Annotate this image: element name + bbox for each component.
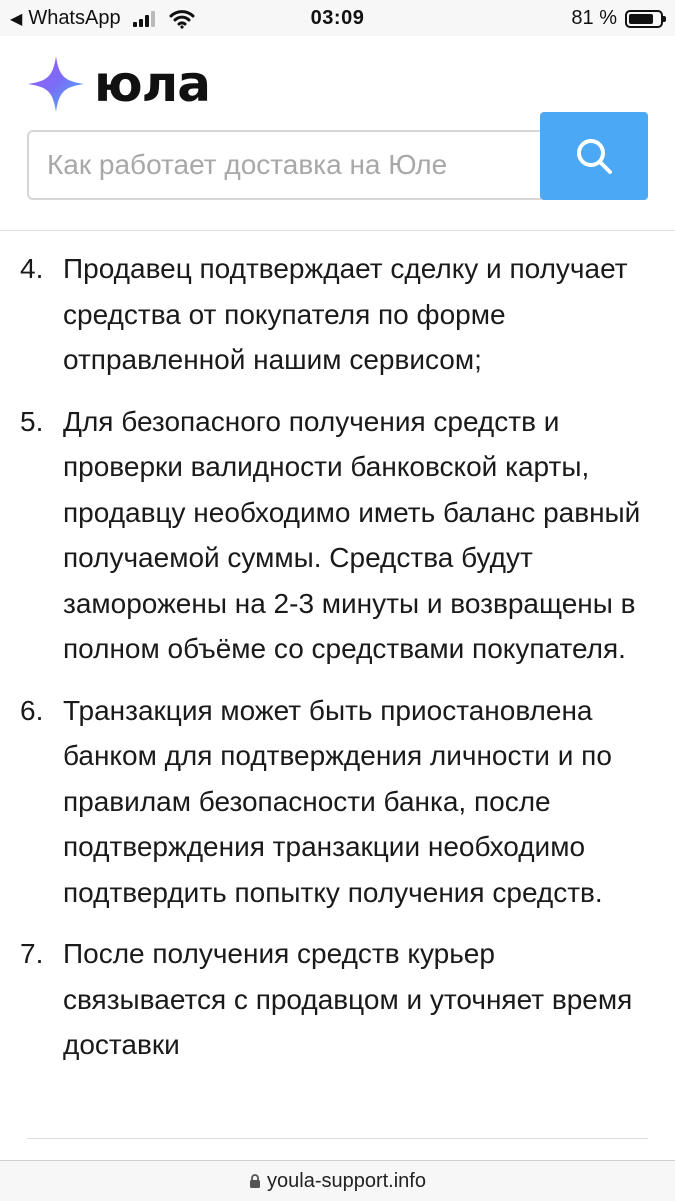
browser-address-bar[interactable]	[0, 1160, 675, 1201]
battery-status	[571, 7, 663, 30]
list-item	[0, 399, 675, 672]
list-item	[0, 931, 675, 1068]
site-header	[0, 36, 675, 231]
battery-percent: 81 %	[571, 7, 617, 29]
battery-icon	[625, 10, 663, 28]
search-button[interactable]	[540, 112, 648, 200]
article-content	[0, 231, 675, 1068]
list-item-text: Продавец подтверждает сделку и получает средства от покупателя по форме отправленной нашим сервисом;	[63, 253, 628, 375]
clock: 03:09	[310, 7, 365, 29]
status-bar	[0, 0, 675, 36]
list-item-number: 7.	[20, 938, 44, 969]
youla-logo[interactable]	[26, 54, 210, 114]
list-item-text: После получения средств курьер связывается с продавцом и уточняет время доставки	[63, 938, 633, 1060]
list-item	[0, 246, 675, 383]
steps-list	[0, 246, 675, 1068]
content-divider	[27, 1138, 648, 1139]
logo-wordmark: юла	[94, 55, 210, 113]
list-item-number: 6.	[20, 694, 44, 726]
url-text: youla-support.info	[267, 1169, 426, 1192]
list-item-text: Транзакция может быть приостановлена банком для подтверждения личности и по правилам безопасности банка, после подтверждения транзакции необходимо подтвердить попытку получения средств.	[63, 694, 612, 908]
star-logo-icon	[26, 54, 86, 114]
list-item-number: 5.	[20, 405, 44, 437]
search-input[interactable]	[27, 130, 541, 200]
lock-icon	[249, 1173, 261, 1189]
back-arrow-icon: ◀	[10, 10, 23, 28]
list-item-text: Для безопасного получения средств и проверки валидности банковской карты, продавцу необходимо иметь баланс равный получаемой суммы. Средства будут заморожены на 2-3 минуты и возвращены в полном объёме со средствами покупателя.	[63, 405, 641, 664]
list-item	[0, 688, 675, 916]
battery-fill	[629, 14, 653, 24]
list-item-number: 4.	[20, 253, 44, 284]
search-icon	[574, 136, 614, 176]
back-app-label: WhatsApp	[28, 7, 121, 29]
